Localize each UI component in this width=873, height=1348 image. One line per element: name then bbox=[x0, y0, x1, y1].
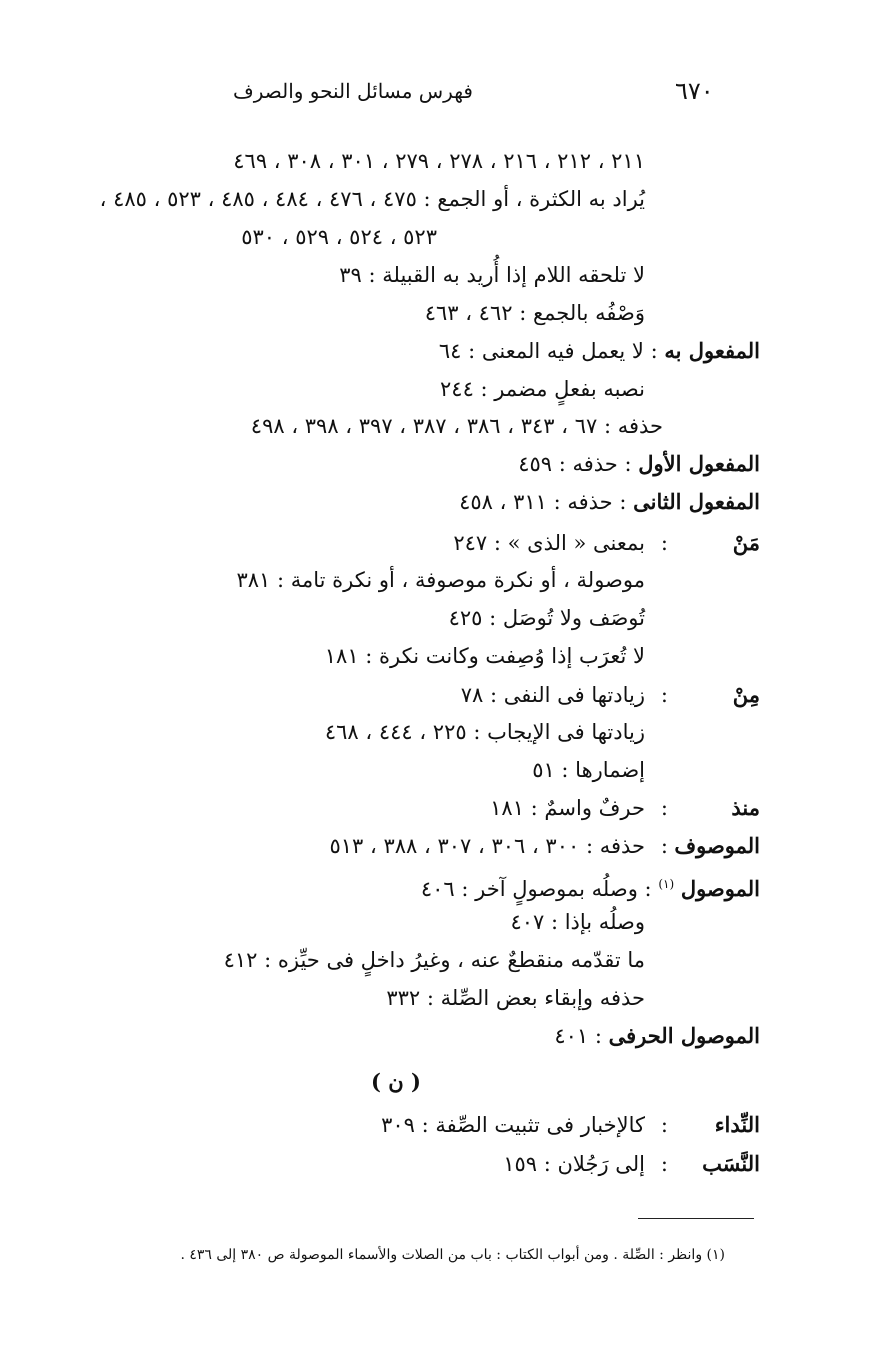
entry-text: زيادتها فى النفى : ٧٨ bbox=[460, 683, 645, 707]
index-line: وصلُه بإذا : ٤٠٧ bbox=[510, 910, 645, 934]
index-line: ما تقدّمه منقطعٌ عنه ، وغيرُ داخلٍ فى حيِّزه : ٤١٢ bbox=[223, 948, 645, 972]
entry-colon: : bbox=[594, 1024, 602, 1048]
index-line: موصولة ، أو نكرة موصوفة ، أو نكرة تامة : ٣٨١ bbox=[236, 568, 645, 592]
entry-text: حرفٌ واسمٌ : ١٨١ bbox=[490, 796, 645, 820]
index-line: لا تُعرَب إذا وُصِفت وكانت نكرة : ١٨١ bbox=[324, 644, 645, 668]
entry-colon: : bbox=[644, 877, 652, 901]
entry-heading: منذ bbox=[731, 795, 760, 820]
entry-heading: المفعول الأول bbox=[638, 451, 760, 476]
entry-heading: المفعول الثانى bbox=[633, 489, 760, 514]
entry-heading: الموصوف bbox=[674, 833, 760, 858]
entry-text: وصلُه بموصولٍ آخر : ٤٠٦ bbox=[420, 877, 638, 901]
running-title: فهرس مسائل النحو والصرف bbox=[232, 79, 473, 103]
index-entry bbox=[554, 1021, 760, 1051]
footnote-divider bbox=[638, 1218, 754, 1219]
index-line: نصبه بفعلٍ مضمر : ٢٤٤ bbox=[440, 377, 645, 401]
entry-colon: : bbox=[624, 452, 632, 476]
index-line: تُوصَف ولا تُوصَل : ٤٢٥ bbox=[448, 606, 645, 630]
entry-heading: مَنْ bbox=[732, 530, 760, 555]
index-line: حذفه وإبقاء بعض الصِّلة : ٣٣٢ bbox=[386, 986, 645, 1010]
entry-colon: : bbox=[650, 339, 658, 363]
entry-heading: المفعول به bbox=[664, 338, 760, 363]
entry-heading: النِّداء bbox=[714, 1112, 760, 1137]
entry-colon: : bbox=[619, 490, 627, 514]
index-line: حذفه : ٦٧ ، ٣٤٣ ، ٣٨٦ ، ٣٨٧ ، ٣٩٧ ، ٣٩٨ ، ٤٩٨ bbox=[250, 414, 663, 438]
entry-text: حذفه : ٣٠٠ ، ٣٠٦ ، ٣٠٧ ، ٣٨٨ ، ٥١٣ bbox=[329, 834, 645, 858]
index-line: إضمارها : ٥١ bbox=[532, 758, 645, 782]
index-entry bbox=[439, 336, 760, 366]
page-number: ٦٧٠ bbox=[675, 77, 714, 105]
entry-text: ٤٠١ bbox=[554, 1024, 589, 1048]
entry-text: بمعنى « الذى » : ٢٤٧ bbox=[453, 531, 645, 555]
entry-colon: : bbox=[660, 796, 668, 820]
entry-heading: الموصول الحرفى bbox=[608, 1023, 760, 1048]
entry-colon: : bbox=[660, 683, 668, 707]
index-line: وَصْفُه بالجمع : ٤٦٢ ، ٤٦٣ bbox=[424, 301, 645, 325]
entry-heading: مِنْ bbox=[732, 682, 760, 707]
entry-heading: النَّسَب bbox=[702, 1151, 760, 1176]
index-line: لا تلحقه اللام إذا أُريد به القبيلة : ٣٩ bbox=[339, 263, 645, 287]
section-letter: ( ن ) bbox=[371, 1069, 421, 1094]
entry-text: حذفه : ٣١١ ، ٤٥٨ bbox=[459, 490, 613, 514]
footnote: (١) وانظر : الصِّلة . ومن أبواب الكتاب : باب من الصلات والأسماء الموصولة ص ٣٨٠ إلى ٤٣٦ . bbox=[180, 1247, 725, 1263]
index-entry bbox=[459, 487, 760, 517]
entry-colon: : bbox=[660, 1113, 668, 1137]
entry-colon: : bbox=[660, 531, 668, 555]
index-entry bbox=[518, 449, 760, 479]
entry-colon: : bbox=[660, 1152, 668, 1176]
entry-heading: الموصول bbox=[680, 876, 760, 901]
entry-text: حذفه : ٤٥٩ bbox=[518, 452, 618, 476]
entry-colon: : bbox=[660, 834, 668, 858]
index-line: ٥٢٣ ، ٥٢٤ ، ٥٢٩ ، ٥٣٠ bbox=[241, 225, 437, 249]
index-entry bbox=[421, 869, 760, 904]
entry-text: كالإخبار فى تثبيت الصِّفة : ٣٠٩ bbox=[381, 1113, 645, 1137]
entry-text: إلى رَجُلان : ١٥٩ bbox=[503, 1152, 645, 1176]
entry-text: لا يعمل فيه المعنى : ٦٤ bbox=[438, 339, 644, 363]
index-line: يُراد به الكثرة ، أو الجمع : ٤٧٥ ، ٤٧٦ ، ٤٨٤ ، ٤٨٥ ، ٥٢٣ ، ٤٨٥ ، bbox=[99, 187, 645, 211]
index-line: زيادتها فى الإيجاب : ٢٢٥ ، ٤٤٤ ، ٤٦٨ bbox=[324, 720, 645, 744]
index-line: ٢١١ ، ٢١٢ ، ٢١٦ ، ٢٧٨ ، ٢٧٩ ، ٣٠١ ، ٣٠٨ ، ٤٦٩ bbox=[233, 149, 645, 173]
footnote-marker: (١) bbox=[658, 877, 675, 891]
